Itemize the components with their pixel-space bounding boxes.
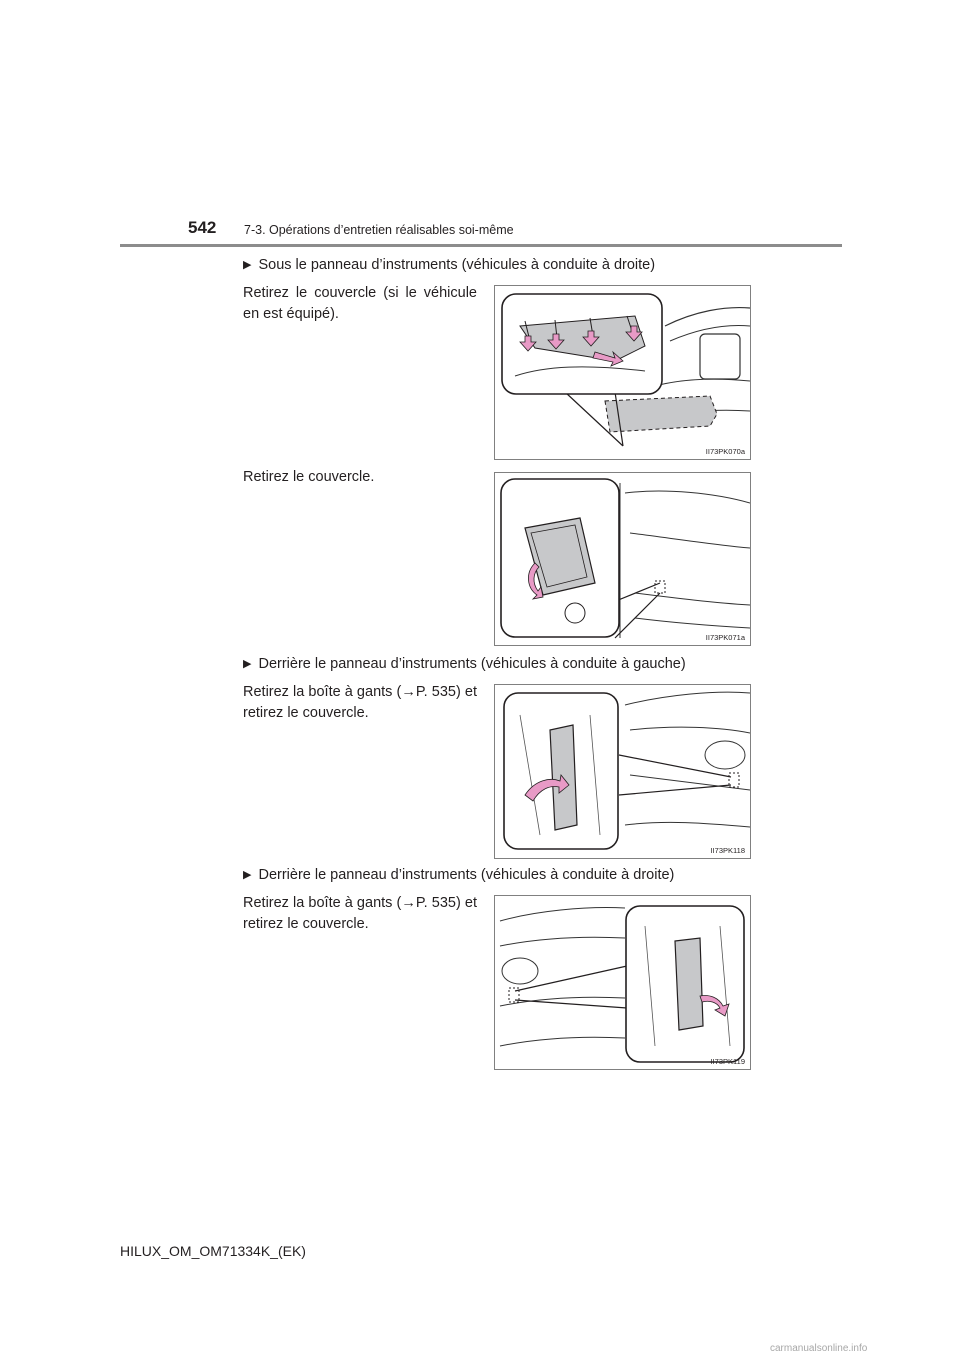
figure-glovebox-right [494, 895, 751, 1070]
footer-model-code: HILUX_OM_OM71334K_(EK) [120, 1243, 306, 1259]
figure-code: II73PK119 [710, 1057, 745, 1066]
bullet-triangle-icon: ▶ [243, 259, 252, 271]
step-text: Retirez le couvercle (si le véhicule en est équipé). [243, 285, 477, 322]
figure-cover-remove [494, 472, 751, 646]
figure-code: II73PK118 [710, 846, 745, 855]
bullet-triangle-icon: ▶ [243, 658, 252, 670]
watermark[interactable]: carmanualsonline.info [770, 1343, 868, 1354]
step-text: Retirez la boîte à gants (→P. 535) et retirez le couvercle. [243, 895, 477, 932]
heading-text: Sous le panneau d’instruments (véhicules à conduite à droite) [258, 257, 656, 273]
step-text: Retirez la boîte à gants (→P. 535) et retirez le couvercle. [243, 684, 477, 721]
section-heading [243, 655, 686, 674]
figure-glovebox-left [494, 684, 751, 859]
figure-cover-under-dash [494, 285, 751, 460]
figure-code: II73PK071a [705, 633, 745, 642]
header-rule [120, 244, 842, 247]
heading-text: Derrière le panneau d’instruments (véhicules à conduite à droite) [258, 867, 675, 883]
heading-text: Derrière le panneau d’instruments (véhicules à conduite à gauche) [258, 656, 686, 672]
page-number: 542 [188, 218, 217, 237]
step-text: Retirez le couvercle. [243, 469, 375, 485]
section-heading [243, 866, 674, 885]
figure-code: II73PK070a [705, 447, 745, 456]
section-heading [243, 256, 655, 275]
bullet-triangle-icon: ▶ [243, 869, 252, 881]
section-title: 7-3. Opérations d’entretien réalisables soi-même [244, 223, 514, 237]
